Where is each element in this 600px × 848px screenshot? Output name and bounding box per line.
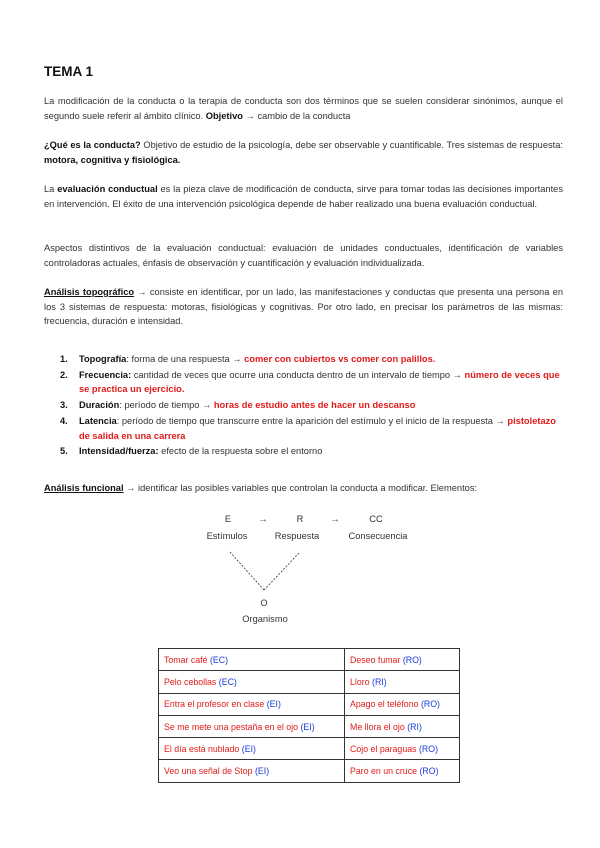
- diagram-respuesta: Respuesta: [274, 531, 320, 541]
- list-text: : forma de una respuesta →: [126, 354, 245, 364]
- topografico-label: Análisis topográfico: [44, 287, 135, 297]
- list-example: número de veces que se practica un ejercicio.: [79, 369, 560, 395]
- list-number: 2.: [60, 369, 68, 380]
- table-cell-stimulus: Veo una señal de Stop (EI): [159, 760, 345, 782]
- aspectos-text: Aspectos distintivos de la evaluación conductual: evaluación de unidades conductuales, identificación de variables controladoras actuales, énfasis de observación y cuantificación y evaluación individualizada.: [44, 243, 563, 268]
- diagram-estimulos: Estímulos: [206, 531, 248, 541]
- diagram-o: O: [260, 598, 268, 608]
- list-example: pistoletazo de salida en una carrera: [79, 415, 556, 441]
- table-cell-response: Me llora el ojo (RI): [345, 715, 460, 737]
- table-cell-stimulus: Entra el profesor en clase (EI): [159, 693, 345, 715]
- objetivo-text: cambio de la conducta: [257, 110, 351, 121]
- list-number: 5.: [60, 446, 68, 457]
- que-es-text: Objetivo de estudio de la psicología, debe ser observable y cuantificable. Tres sistemas de respuesta:: [143, 140, 563, 150]
- diagram-arrow-1: →: [258, 514, 268, 524]
- evaluacion-term: evaluación conductual: [57, 184, 158, 194]
- page-title: TEMA 1: [44, 64, 94, 79]
- table-row: [159, 693, 460, 715]
- table-cell-response: Apago el teléfono (RO): [345, 693, 460, 715]
- funcional-label: Análisis funcional: [44, 483, 124, 493]
- list-term: Frecuencia:: [79, 369, 132, 380]
- list-text: : período de tiempo →: [119, 400, 214, 411]
- table-cell-response: Paro en un cruce (RO): [345, 760, 460, 782]
- diagram-line-right: [264, 552, 300, 590]
- list-text: cantidad de veces que ocurre una conducta dentro de un intervalo de tiempo →: [131, 369, 465, 380]
- diagram-cc: CC: [369, 514, 383, 524]
- que-es-systems: motora, cognitiva y fisiológica.: [44, 154, 181, 165]
- table-cell-stimulus: Se me mete una pestaña en el ojo (EI): [159, 715, 345, 737]
- list-term: Topografía: [79, 354, 127, 364]
- table-cell-stimulus: Pelo cebollas (EC): [159, 671, 345, 693]
- table-cell-response: Deseo fumar (RO): [345, 649, 460, 671]
- funcional-text: identificar las posibles variables que controlan la conducta a modificar. Elementos:: [138, 483, 478, 493]
- list-term: Duración: [79, 400, 120, 411]
- intro-text: La modificación de la conducta o la terapia de conducta son dos términos que se suelen considerar sinónimos, aunque el segundo suele referir al ámbito clínico.: [44, 96, 563, 121]
- table-row: [159, 649, 460, 671]
- que-es-question: ¿Qué es la conducta?: [44, 140, 141, 150]
- list-text: : período de tiempo que transcurre entre la aparición del estímulo y el inicio de la respuesta →: [116, 415, 508, 426]
- topografico-text: consiste en identificar, por un lado, las manifestaciones y conductas que presenta una persona en los 3 sistemas de respuesta: motoras, fisiológicas y cognitivas. Por otro lado, en precisar los parámetros de las mismas: frecuencia, duración e intensidad.: [44, 287, 563, 327]
- list-example: horas de estudio antes de hacer un descanso: [213, 400, 416, 411]
- diagram-r: R: [296, 514, 304, 524]
- list-term: Intensidad/fuerza:: [79, 446, 159, 457]
- table-cell-response: Cojo el paraguas (RO): [345, 738, 460, 760]
- arrow-glyph: →: [245, 110, 255, 121]
- table-cell-response: Lloro (RI): [345, 671, 460, 693]
- list-number: 4.: [60, 415, 68, 426]
- objetivo-label: Objetivo: [205, 110, 243, 121]
- evaluacion-pre: La: [44, 184, 55, 194]
- table-cell-stimulus: El día está nublado (EI): [159, 738, 345, 760]
- table-row: [159, 671, 460, 693]
- arrow-glyph: →: [137, 287, 147, 297]
- diagram-organismo: Organismo: [242, 614, 288, 624]
- table-cell-stimulus: Tomar café (EC): [159, 649, 345, 671]
- table-row: [159, 760, 460, 782]
- diagram-line-left: [230, 552, 264, 590]
- list-example: comer con cubiertos vs comer con palillos.: [244, 354, 436, 364]
- list-number: 1.: [60, 354, 68, 364]
- examples-table: [158, 648, 460, 783]
- table-row: [159, 738, 460, 760]
- diagram-consecuencia: Consecuencia: [348, 531, 408, 541]
- list-term: Latencia: [79, 415, 117, 426]
- table-row: [159, 715, 460, 737]
- arrow-glyph: →: [126, 483, 136, 493]
- list-text: efecto de la respuesta sobre el entorno: [158, 446, 323, 457]
- list-number: 3.: [60, 400, 68, 411]
- diagram-e: E: [224, 514, 232, 524]
- evaluacion-text: es la pieza clave de modificación de conducta, sirve para tomar todas las decisiones importantes en intervención. El éxito de una intervención psicológica depende de haber realizado una buena evaluación conductual.: [44, 184, 563, 209]
- diagram-arrow-2: →: [330, 514, 340, 524]
